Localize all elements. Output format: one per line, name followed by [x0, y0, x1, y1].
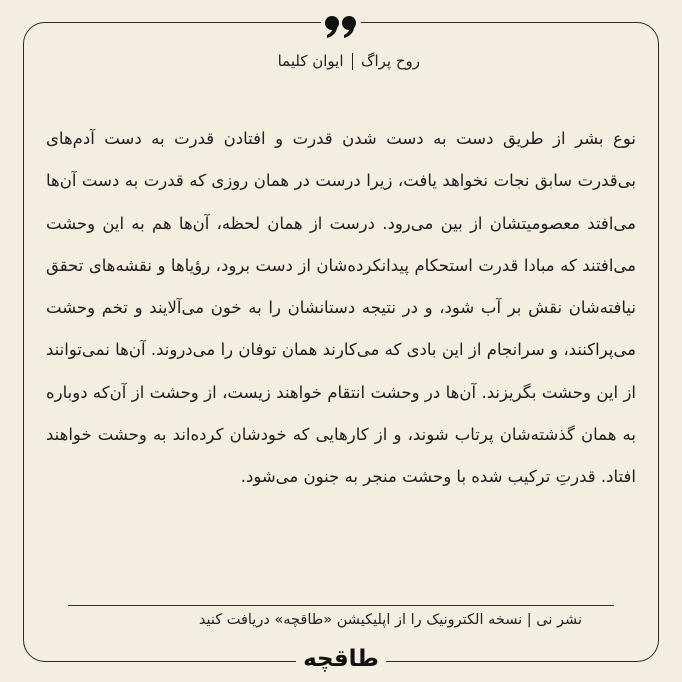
quote-text: نوع بشر از طریق دست به دست شدن قدرت و افتادن قدرت به دست آدم‌های بی‌قدرت سابق نجات نخواهد یافت، زیرا درست در همان روزی که قدرت به دست آن‌ها می‌افتد معصومیتشان از بین می‌رود. درست از همان لحظه، آن‌ها هم به این وحشت می‌افتند که مبادا قدرت استحکام پیدانکرده‌شان از دست برود، رؤیاها و نقشه‌های تحقق نیافته‌شان نقش بر آب شود، و در نتیجه دستانشان را به خون می‌آلایند و تخم وحشت می‌پراکنند، و سرانجام از این بادی که می‌کارند همان توفان را می‌دروند. آن‌ها نمی‌توانند از این وحشت بگریزند. آن‌ها در وحشت انتقام خواهند زیست، از وحشت از آن‌که دوباره به همان گذشته‌شان پرتاب شوند، و از کارهایی که خودشان کرده‌اند به وحشت خواهند افتاد. قدرتِ ترکیب شده با وحشت منجر به جنون می‌شود.: [46, 129, 636, 487]
footer-divider: [68, 605, 614, 606]
quote-icon: [321, 12, 361, 42]
author-name: ایوان کلیما: [277, 52, 344, 70]
taaghche-logo: طاقچه: [296, 644, 386, 674]
footer-note: نشر نی | نسخه الکترونیک را از اپلیکیشن «طاقچه» دریافت کنید: [198, 612, 582, 628]
source-divider: [352, 53, 354, 70]
book-source: [278, 52, 420, 70]
book-title: روح پراگ: [361, 52, 420, 70]
